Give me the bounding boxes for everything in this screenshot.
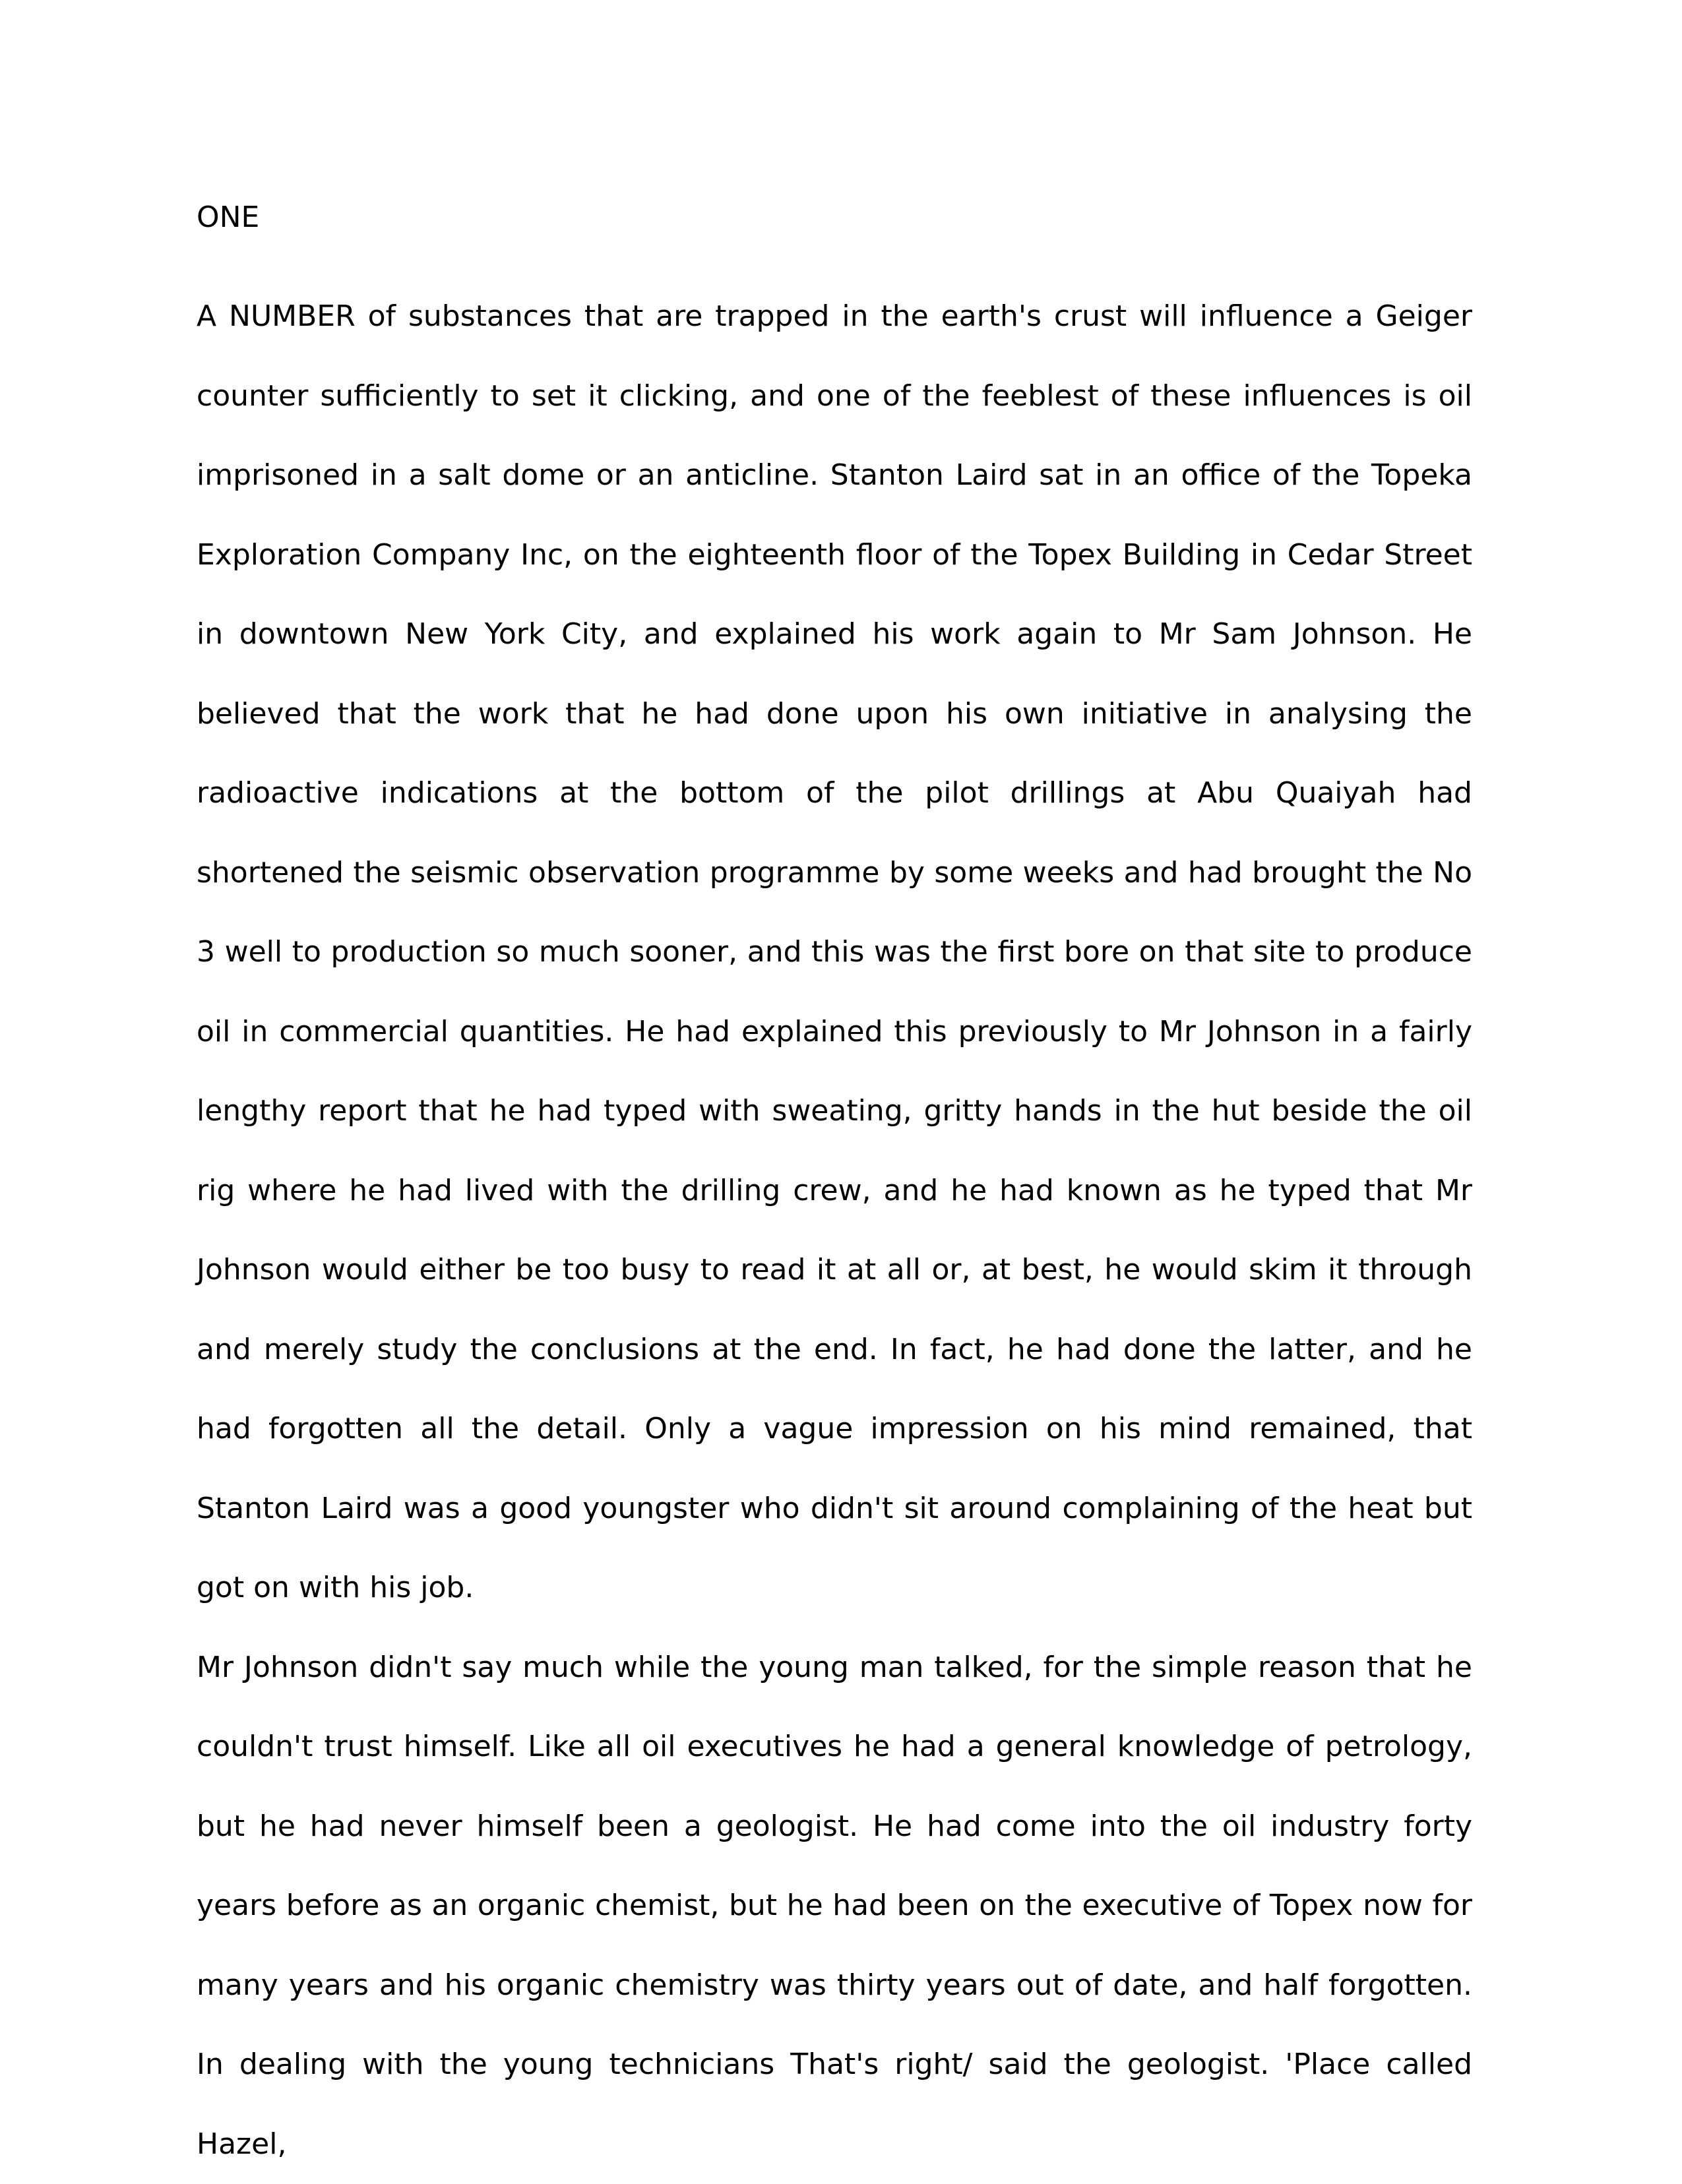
paragraph-2: Mr Johnson didn't say much while the young man talked, for the simple reason that he couldn't trust himself. Like all oil executives he had a general knowledge of petrology, but he had never himself been a geologist. He had come into the oil industry forty years before as an organic chemist, but he had been on the executive of Topex now for many years and his organic chemistry was thirty years out of date, and half forgotten. In dealing with the young technicians That's right/ said the geologist. 'Place called Hazel, — [197, 1628, 1472, 2184]
document-body — [197, 198, 1472, 2184]
chapter-heading: ONE — [197, 198, 1472, 237]
paragraph-1: A NUMBER of substances that are trapped in the earth's crust will influence a Geiger counter sufficiently to set it clicking, and one of the feeblest of these influences is oil imprisoned in a salt dome or an anticline. Stanton Laird sat in an office of the Topeka Exploration Company Inc, on the eighteenth floor of the Topex Building in Cedar Street in downtown New York City, and explained his work again to Mr Sam Johnson. He believed that the work that he had done upon his own initiative in analysing the radioactive indications at the bottom of the pilot drillings at Abu Quaiyah had shortened the seismic observation programme by some weeks and had brought the No 3 well to production so much sooner, and this was the first bore on that site to produce oil in commercial quantities. He had explained this previously to Mr Johnson in a fairly lengthy report that he had typed with sweating, gritty hands in the hut beside the oil rig where he had lived with the drilling crew, and he had known as he typed that Mr Johnson would either be too busy to read it at all or, at best, he would skim it through and merely study the conclusions at the end. In fact, he had done the latter, and he had forgotten all the detail. Only a vague impression on his mind remained, that Stanton Laird was a good youngster who didn't sit around complaining of the heat but got on with his job. — [197, 277, 1472, 1628]
